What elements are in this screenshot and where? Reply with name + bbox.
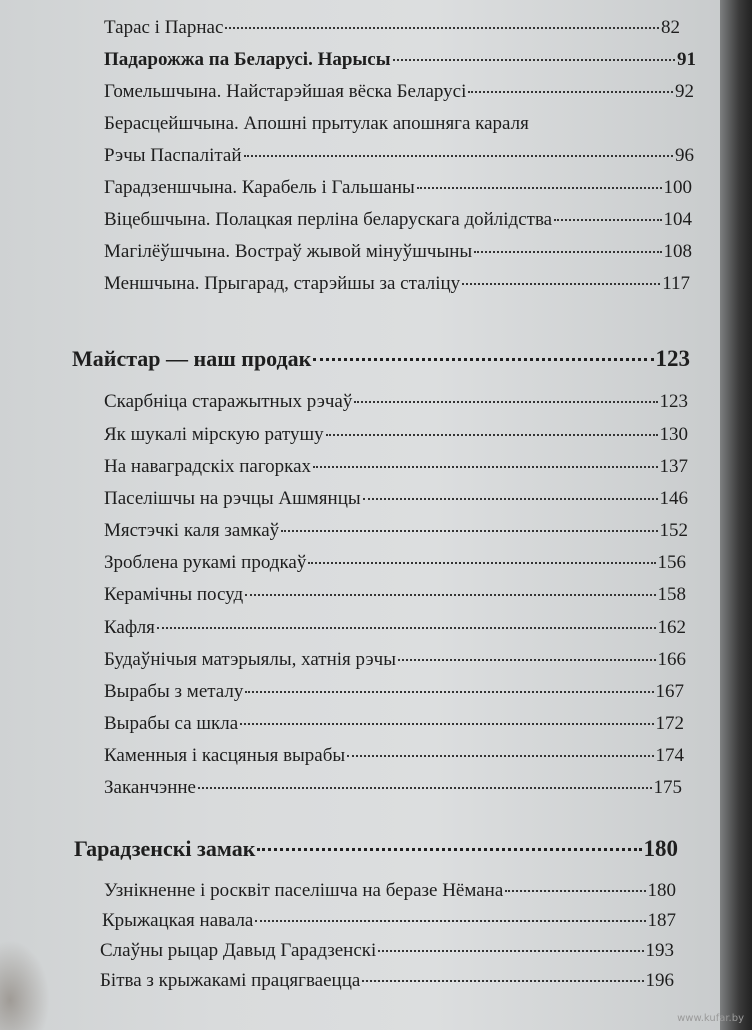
leader-dots	[474, 251, 661, 253]
leader-dots	[244, 155, 673, 157]
toc-entry	[104, 648, 686, 672]
toc-entry-page: 196	[645, 970, 674, 991]
toc-entry-title: Берасцейшчына. Апошні прытулак апошняга караля	[104, 113, 529, 134]
toc-entry-page: 104	[663, 209, 692, 230]
leader-dots	[398, 659, 656, 661]
toc-entry-title: Узнікненне і росквіт паселішча на беразе Нёмана	[104, 880, 504, 901]
toc-entry-page: 166	[657, 649, 686, 670]
toc-entry	[104, 583, 686, 607]
leader-dots	[326, 434, 658, 436]
toc-entry-title: Віцебшчына. Полацкая перліна беларускага дойлідства	[104, 209, 553, 230]
toc-entry-title: Будаўнічыя матэрыялы, хатнія рэчы	[104, 649, 396, 670]
toc-entry	[104, 879, 676, 903]
toc-entry	[104, 16, 680, 40]
leader-dots	[255, 920, 645, 922]
leader-dots	[505, 890, 645, 892]
toc-entry	[104, 455, 688, 479]
toc-section-title: Майстар — наш продак	[72, 346, 312, 371]
toc-entry	[104, 80, 694, 104]
toc-section	[74, 837, 678, 861]
leader-dots	[363, 498, 658, 500]
leader-dots	[313, 466, 657, 468]
toc-entry	[104, 390, 688, 414]
leader-dots	[417, 187, 662, 189]
toc-entry-title: Рэчы Паспалітай	[104, 145, 242, 166]
toc-entry-page: 162	[657, 617, 686, 638]
toc-entry	[104, 680, 684, 704]
leader-dots	[308, 562, 655, 564]
toc-entry-page: 130	[659, 424, 688, 445]
toc-entry-page: 172	[655, 713, 684, 734]
toc-entry	[104, 776, 682, 800]
toc-entry-page: 167	[655, 681, 684, 702]
toc-entry-title: Каменныя і касцяныя вырабы	[104, 745, 346, 766]
toc-entry-page: 156	[657, 552, 686, 573]
toc-entry-page: 175	[653, 777, 682, 798]
toc-entry	[104, 712, 684, 736]
leader-dots	[245, 691, 653, 693]
watermark: www.kufar.by	[677, 1013, 744, 1024]
toc-entry	[104, 519, 688, 543]
toc-section-page: 123	[655, 346, 690, 371]
toc-entry-title: Меншчына. Прыгарад, старэйшы за сталіцу	[104, 273, 461, 294]
toc-entry-page: 180	[647, 880, 676, 901]
toc-entry-page: 96	[675, 145, 694, 166]
toc-entry	[104, 487, 688, 511]
leader-dots	[347, 755, 653, 757]
leader-dots	[245, 594, 655, 596]
toc-entry	[104, 112, 694, 136]
leader-dots	[354, 401, 657, 403]
leader-dots	[257, 848, 641, 851]
toc-entry-page: 100	[663, 177, 692, 198]
toc-entry-title: На наваградскіх пагорках	[104, 456, 312, 477]
toc-entry	[104, 176, 692, 200]
toc-entry-title: Тарас і Парнас	[104, 17, 224, 38]
toc-entry	[104, 423, 688, 447]
leader-dots	[281, 530, 657, 532]
leader-dots	[462, 283, 660, 285]
toc-entry-page: 187	[647, 910, 676, 931]
toc-entry-title: Вырабы са шкла	[104, 713, 239, 734]
toc-entry-page: 146	[659, 488, 688, 509]
toc-section	[72, 347, 690, 371]
finger-shadow	[0, 940, 50, 1030]
toc-entry	[100, 969, 674, 993]
toc-entry-title: Гомельшчына. Найстарэйшая вёска Беларусі	[104, 81, 467, 102]
leader-dots	[225, 27, 659, 29]
leader-dots	[362, 980, 643, 982]
toc-entry-page: 92	[675, 81, 694, 102]
toc-entry-title: Як шукалі мірскую ратушу	[104, 424, 324, 445]
toc-section-title: Гарадзенскі замак	[74, 836, 256, 861]
leader-dots	[393, 59, 675, 61]
toc-entry-page: 152	[659, 520, 688, 541]
toc-entry	[104, 551, 686, 575]
toc-entry-page: 174	[655, 745, 684, 766]
toc-entry	[104, 240, 692, 264]
leader-dots	[378, 950, 643, 952]
toc-entry-page: 158	[657, 584, 686, 605]
toc-entry	[104, 48, 696, 72]
toc-entry-page: 117	[662, 273, 690, 294]
toc-entry-title: Паселішчы на рэчцы Ашмянцы	[104, 488, 361, 509]
toc-entry-title: Гарадзеншчына. Карабель і Гальшаны	[104, 177, 415, 198]
toc-entry-title: Бітва з крыжакамі працягваецца	[100, 970, 361, 991]
leader-dots	[157, 627, 656, 629]
toc-entry-title: Кафля	[104, 617, 155, 638]
toc-entry-page: 137	[659, 456, 688, 477]
leader-dots	[554, 219, 661, 221]
leader-dots	[240, 723, 653, 725]
toc-entry	[104, 272, 690, 296]
toc-entry-title: Крыжацкая навала	[102, 910, 254, 931]
toc-entry-page: 123	[659, 391, 688, 412]
page-edge-shadow	[720, 0, 752, 1030]
toc-entry-title: Мястэчкі каля замкаў	[104, 520, 280, 541]
toc-entry-title: Вырабы з металу	[104, 681, 244, 702]
toc-entry-page: 108	[663, 241, 692, 262]
toc-entry-title: Керамічны посуд	[104, 584, 244, 605]
toc-entry-title: Падарожжа па Беларусі. Нарысы	[104, 49, 391, 70]
toc-entry-page: 193	[645, 940, 674, 961]
toc-entry-title: Заканчэнне	[104, 777, 196, 798]
toc-entry-page: 91	[677, 49, 696, 70]
toc-section-page: 180	[643, 836, 678, 861]
toc-entry	[104, 144, 694, 168]
toc-entry	[104, 208, 692, 232]
toc-entry	[104, 744, 684, 768]
leader-dots	[313, 358, 653, 361]
toc-entry	[100, 939, 674, 963]
toc-entry-title: Магілёўшчына. Востраў жывой мінуўшчыны	[104, 241, 473, 262]
leader-dots	[468, 91, 673, 93]
leader-dots	[198, 787, 652, 789]
toc-entry	[102, 909, 676, 933]
toc-entry-title: Зроблена рукамі продкаў	[104, 552, 307, 573]
toc-entry-page: 82	[661, 17, 680, 38]
toc-entry-title: Скарбніца старажытных рэчаў	[104, 391, 353, 412]
toc-entry-title: Слаўны рыцар Давыд Гарадзенскі	[100, 940, 377, 961]
toc-entry	[104, 616, 686, 640]
